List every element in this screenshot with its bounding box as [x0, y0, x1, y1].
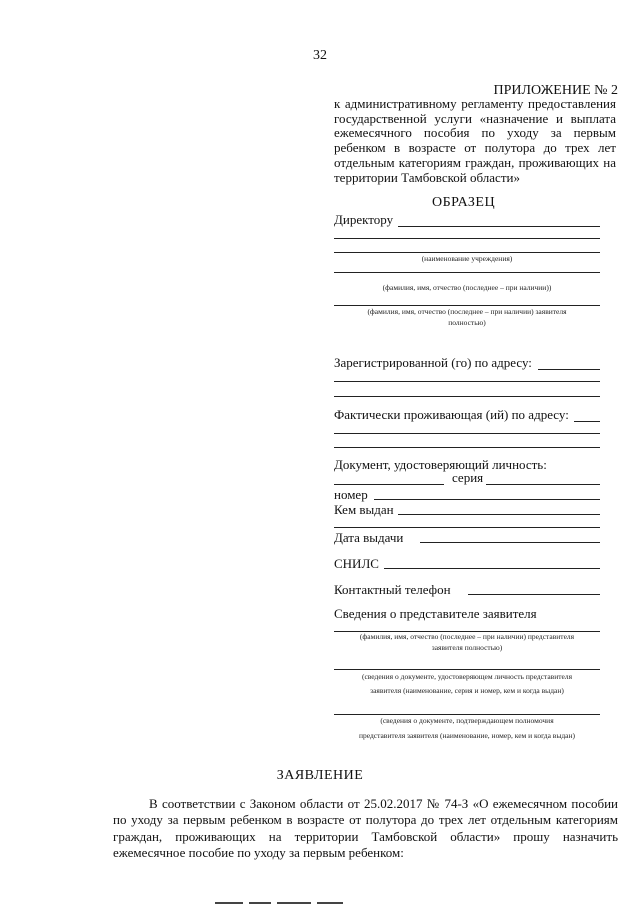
applicant-fio-field[interactable]	[334, 305, 600, 306]
fio-field[interactable]	[334, 272, 600, 273]
document-type-field[interactable]	[334, 484, 444, 485]
institution-field[interactable]	[334, 252, 600, 253]
registered-address-field[interactable]	[538, 369, 600, 370]
rep-document-field[interactable]	[334, 669, 600, 670]
appendix-title: ПРИЛОЖЕНИЕ № 2	[493, 83, 618, 98]
statement-text	[113, 796, 618, 861]
issued-by-label: Кем выдан	[334, 502, 394, 517]
snils-label: СНИЛС	[334, 556, 379, 571]
registered-address-line-2[interactable]	[334, 381, 600, 382]
series-label: серия	[452, 470, 484, 485]
applicant-fio-note-2: полностью)	[448, 318, 486, 327]
director-field-line-2[interactable]	[334, 238, 600, 239]
statement-title: ЗАЯВЛЕНИЕ	[276, 768, 364, 783]
issue-date-field[interactable]	[420, 542, 600, 543]
institution-note: (наименование учреждения)	[421, 254, 513, 263]
number-label: номер	[334, 487, 368, 502]
applicant-fio-note-1: (фамилия, имя, отчество (последнее – при наличии) заявителя	[367, 307, 567, 316]
director-field[interactable]	[398, 226, 600, 227]
issue-date-label: Дата выдачи	[334, 530, 404, 545]
rep-fio-note-1: (фамилия, имя, отчество (последнее – при наличии) представителя	[359, 632, 575, 641]
director-label: Директору	[334, 212, 394, 227]
issued-by-line-2[interactable]	[334, 527, 600, 528]
number-field[interactable]	[374, 499, 600, 500]
rep-authority-note-1: (сведения о документе, подтверждающем полномочия	[380, 716, 554, 725]
rep-authority-field[interactable]	[334, 714, 600, 715]
actual-address-line-3[interactable]	[334, 447, 600, 448]
snils-field[interactable]	[384, 568, 600, 569]
representative-label: Сведения о представителе заявителя	[334, 606, 537, 621]
phone-field[interactable]	[468, 594, 600, 595]
fio-note: (фамилия, имя, отчество (последнее – при наличии))	[382, 283, 552, 292]
statement-body: В соответствии с Законом области от 25.02.2017 № 74-З «О ежемесячном пособии по уходу за первым ребенком в возрасте от полутора до трех лет отдельным категориям граждан, проживающих на территории Тамбовской области» прошу назначить ежемесячное пособие по уходу за первым ребенком:	[113, 796, 618, 860]
sample-label: ОБРАЗЕЦ	[432, 195, 496, 210]
phone-label: Контактный телефон	[334, 582, 451, 597]
appendix-description: к административному регламенту предоставления государственной услуги «назначение и выплата ежемесячного пособия по уходу за первым ребенком в возрасте от полутора до трех лет отдельным категориям граждан, проживающих на территории Тамбовской области»	[334, 96, 616, 185]
actual-address-field[interactable]	[574, 421, 600, 422]
rep-authority-note-2: представителя заявителя (наименование, номер, кем и когда выдан)	[358, 731, 576, 740]
rep-document-note-2: заявителя (наименование, серия и номер, кем и когда выдан)	[370, 686, 564, 695]
issued-by-field[interactable]	[398, 514, 600, 515]
registered-address-label: Зарегистрированной (го) по адресу:	[334, 355, 532, 370]
series-field[interactable]	[486, 484, 600, 485]
identity-document-label: Документ, удостоверяющий личность:	[334, 457, 547, 472]
rep-fio-note-2: заявителя полностью)	[431, 643, 503, 652]
actual-address-label: Фактически проживающая (ий) по адресу:	[334, 407, 569, 422]
page-number: 32	[313, 48, 327, 63]
rep-document-note-1: (сведения о документе, удостоверяющем личность представителя	[361, 672, 573, 681]
cutoff-text-fragment	[215, 898, 375, 905]
actual-address-line-2[interactable]	[334, 433, 600, 434]
registered-address-line-3[interactable]	[334, 396, 600, 397]
